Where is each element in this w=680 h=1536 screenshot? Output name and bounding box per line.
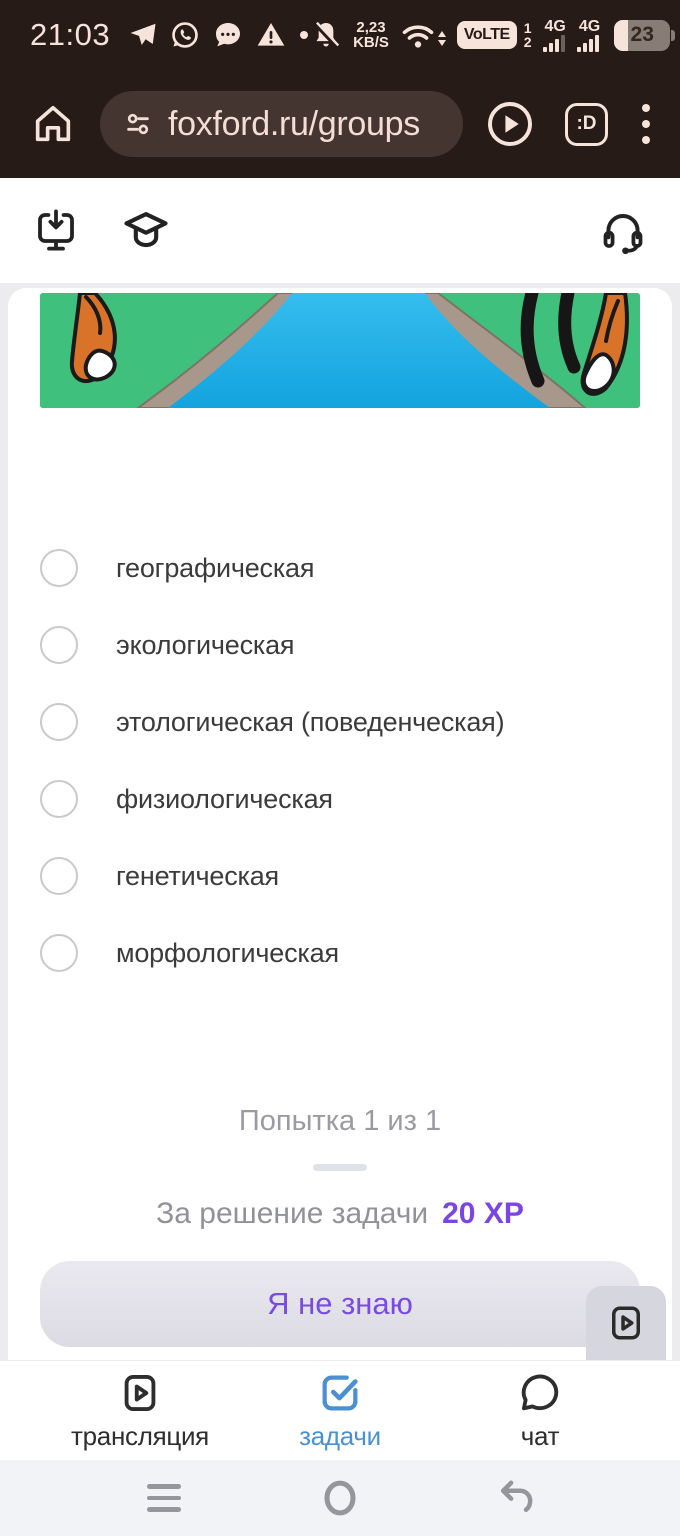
option-ethological[interactable]: этологическая (поведенческая) (40, 698, 672, 746)
system-status-icons (310, 19, 670, 52)
page-background (0, 283, 680, 1360)
radio-button[interactable] (40, 549, 78, 587)
tasks-checkbox-icon (317, 1370, 363, 1416)
chat-bubble-icon (517, 1370, 563, 1416)
battery-percent: 23 (630, 23, 654, 46)
tab-tasks[interactable] (240, 1361, 440, 1460)
battery-icon (614, 20, 670, 51)
mute-bell-icon (310, 19, 342, 51)
divider-dash (313, 1164, 367, 1171)
radio-button[interactable] (40, 626, 78, 664)
notification-dot-icon (298, 29, 310, 41)
traffic-arrows-icon (438, 31, 446, 50)
course-button[interactable] (120, 205, 172, 257)
volte-badge: VoLTE (457, 21, 517, 49)
screen-share-button[interactable] (32, 205, 80, 257)
url-text: foxford.ru/groups (168, 104, 420, 143)
sim-numbers: 1 2 (523, 20, 532, 50)
home-button[interactable] (30, 101, 76, 147)
whatsapp-icon (169, 19, 201, 51)
address-bar[interactable] (100, 91, 463, 157)
course-toolbar (0, 178, 680, 283)
recents-button[interactable] (142, 1484, 186, 1512)
signal-sim1: 4G (543, 19, 566, 52)
warning-icon (255, 19, 287, 51)
support-button[interactable] (598, 205, 648, 257)
tab-stream[interactable] (40, 1361, 240, 1460)
tab-stream-label: трансляция (71, 1420, 209, 1451)
android-navigation-bar (0, 1460, 680, 1536)
site-settings-icon[interactable] (122, 108, 154, 140)
radio-button[interactable] (40, 703, 78, 741)
notification-icons (128, 19, 310, 51)
bottom-navigation (0, 1360, 680, 1460)
option-geographic[interactable]: географическая (40, 544, 672, 592)
radio-button[interactable] (40, 780, 78, 818)
status-bar (0, 0, 680, 70)
messages-icon (212, 19, 244, 51)
home-nav-button[interactable] (318, 1479, 362, 1517)
tab-tasks-label: задачи (299, 1420, 381, 1451)
wifi-icon (400, 20, 446, 50)
signal-bars-icon (543, 35, 565, 52)
broadcast-icon (117, 1370, 163, 1416)
reward-xp: 20 XP (442, 1197, 524, 1230)
option-physiological[interactable]: физиологическая (40, 775, 672, 823)
media-play-button[interactable] (485, 99, 535, 149)
radio-button[interactable] (40, 934, 78, 972)
network-speed: 2,23 KB/S (353, 19, 389, 51)
play-square-icon (605, 1302, 647, 1344)
clock: 21:03 (30, 17, 111, 52)
option-genetic[interactable]: генетическая (40, 852, 672, 900)
i-dont-know-button[interactable]: Я не знаю (40, 1261, 640, 1347)
option-ecological[interactable]: экологическая (40, 621, 672, 669)
tab-switcher-button[interactable]: :D (565, 103, 608, 146)
browser-menu-button[interactable] (638, 100, 654, 148)
home-circle-icon (321, 1479, 359, 1517)
signal-sim2: 4G (577, 19, 600, 52)
tab-chat-label: чат (520, 1420, 560, 1451)
radio-button[interactable] (40, 857, 78, 895)
tab-chat[interactable] (440, 1361, 640, 1460)
option-morphological[interactable]: морфологическая (40, 929, 672, 977)
task-card (8, 288, 672, 1360)
reward-label: За решение задачи (156, 1197, 429, 1230)
back-arrow-icon (495, 1479, 537, 1517)
telegram-icon (128, 20, 158, 50)
answer-options (40, 544, 672, 977)
signal-bars-icon (577, 35, 599, 52)
question-illustration (40, 293, 640, 408)
reward-line (8, 1197, 672, 1231)
stream-popup-button[interactable] (586, 1286, 666, 1360)
attempt-counter: Попытка 1 из 1 (238, 1105, 442, 1137)
back-button[interactable] (494, 1479, 538, 1517)
browser-toolbar (0, 70, 680, 178)
